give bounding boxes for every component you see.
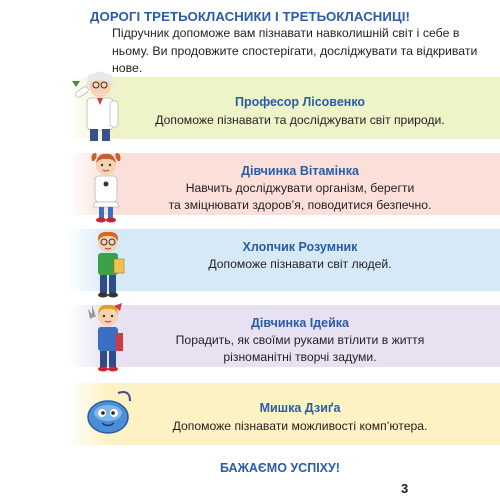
page-number: 3 bbox=[401, 481, 409, 496]
card-description bbox=[125, 332, 475, 366]
card-ideika bbox=[0, 305, 500, 367]
card-line: та зміцнювати здоров’я, поводитися безпечно. bbox=[168, 198, 432, 212]
card-professor bbox=[0, 77, 500, 139]
girl-vitaminka-icon bbox=[86, 151, 126, 223]
card-line: Допоможе пізнавати можливості комп’ютера. bbox=[172, 419, 428, 433]
page-heading: ДОРОГІ ТРЕТЬОКЛАСНИКИ І ТРЕТЬОКЛАСНИЦІ! bbox=[89, 9, 411, 24]
card-rozumnyk bbox=[0, 229, 500, 291]
card-line: різноманітні творчі задуми. bbox=[223, 350, 377, 364]
closing-wish: БАЖАЄМО УСПІХУ! bbox=[220, 461, 340, 475]
card-line: Навчить досліджувати організм, берегти bbox=[185, 181, 415, 195]
card-description bbox=[125, 112, 475, 129]
card-title: Хлопчик Розумник bbox=[242, 240, 358, 254]
card-line: Допоможе пізнавати світ людей. bbox=[208, 257, 392, 271]
card-line: Допоможе пізнавати та досліджувати світ природи. bbox=[155, 113, 445, 127]
intro-paragraph-1: Підручник допоможе вам пізнавати навколишній світ і себе в ньому. Ви продовжите спостерігати, досліджувати та відкривати нове. bbox=[112, 26, 478, 75]
card-description bbox=[125, 180, 475, 214]
card-title: Професор Лісовенко bbox=[234, 95, 366, 109]
card-description bbox=[125, 256, 475, 273]
card-line: Порадить, як своїми руками втілити в життя bbox=[175, 333, 425, 347]
card-description bbox=[125, 418, 475, 435]
card-vitaminka bbox=[0, 153, 500, 215]
card-dzyga bbox=[0, 383, 500, 445]
card-title: Дівчинка Вітамінка bbox=[241, 164, 359, 178]
card-title: Дівчинка Ідейка bbox=[250, 316, 349, 330]
professor-icon bbox=[72, 69, 128, 143]
boy-rozumnyk-icon bbox=[88, 229, 128, 299]
card-title: Мишка Дзиґа bbox=[259, 401, 341, 415]
girl-ideika-icon bbox=[86, 303, 130, 375]
